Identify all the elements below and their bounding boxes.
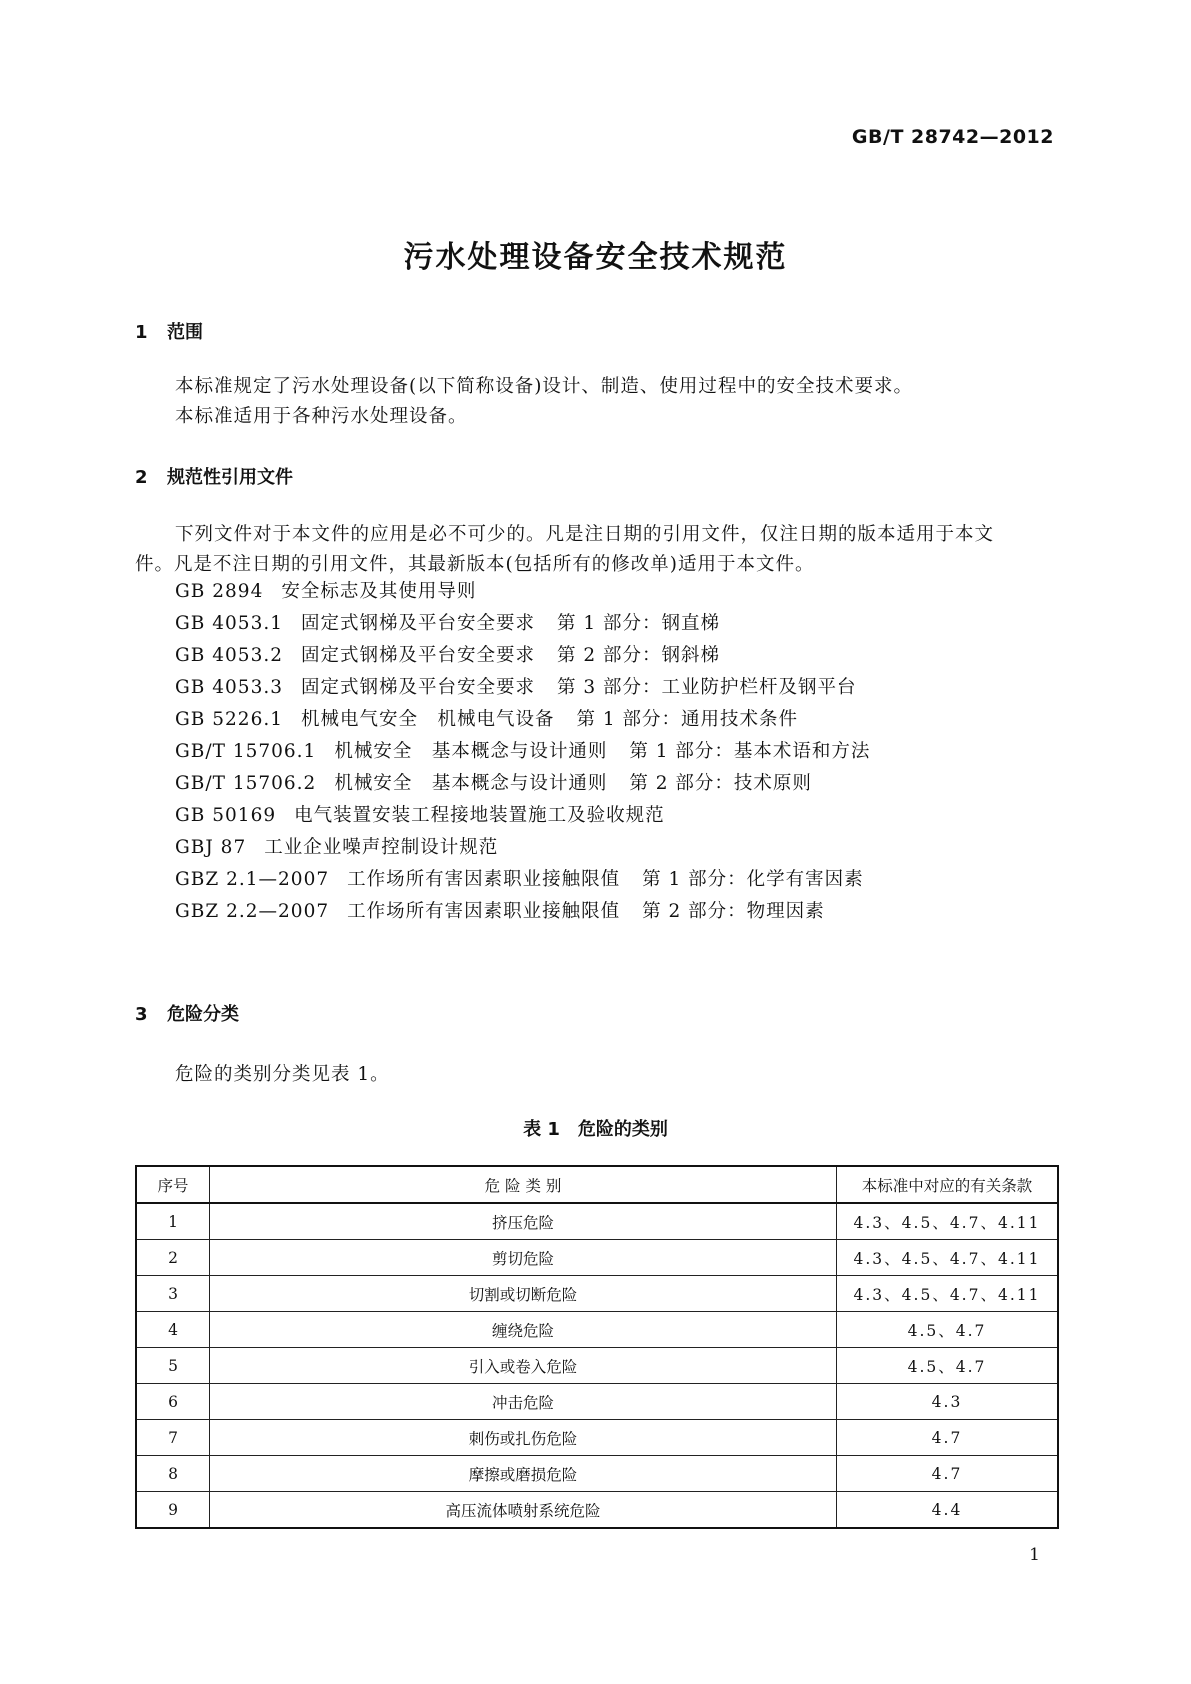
section-title: 规范性引用文件 — [167, 467, 293, 488]
table-row — [136, 1203, 1058, 1240]
reference-title: 机械安全 基本概念与设计通则 — [334, 773, 608, 794]
table-header-row — [136, 1166, 1058, 1203]
reference-part: 第 1 部分：钢直梯 — [557, 613, 721, 634]
table-row — [136, 1312, 1058, 1348]
reference-part: 第 2 部分：技术原则 — [629, 773, 812, 794]
table-row — [136, 1420, 1058, 1456]
column-header: 危 险 类 别 — [210, 1166, 837, 1203]
reference-part: 第 2 部分：钢斜梯 — [557, 645, 721, 666]
reference-title: 固定式钢梯及平台安全要求 — [301, 677, 536, 698]
reference-title: 机械电气安全 机械电气设备 — [301, 709, 555, 730]
cell-clauses: 4.7 — [837, 1456, 1059, 1492]
reference-title: 电气装置安装工程接地装置施工及验收规范 — [294, 805, 665, 826]
reference-part: 第 2 部分：物理因素 — [642, 901, 825, 922]
reference-item — [175, 832, 870, 864]
paragraph: 本标准适用于各种污水处理设备。 — [175, 406, 468, 427]
column-header: 序号 — [136, 1166, 210, 1203]
cell-hazard: 剪切危险 — [210, 1240, 837, 1276]
reference-title: 安全标志及其使用导则 — [281, 581, 477, 602]
reference-item — [175, 800, 870, 832]
cell-hazard: 挤压危险 — [210, 1203, 837, 1240]
paragraph: 下列文件对于本文件的应用是必不可少的。凡是注日期的引用文件，仅注日期的版本适用于本文 — [175, 524, 995, 545]
reference-item — [175, 576, 870, 608]
cell-index: 6 — [136, 1384, 210, 1420]
reference-part: 第 1 部分：基本术语和方法 — [629, 741, 871, 762]
reference-item — [175, 896, 870, 928]
table-row — [136, 1240, 1058, 1276]
cell-clauses: 4.3、4.5、4.7、4.11 — [837, 1276, 1059, 1312]
reference-part: 第 3 部分：工业防护栏杆及钢平台 — [557, 677, 857, 698]
paragraph: 件。凡是不注日期的引用文件，其最新版本(包括所有的修改单)适用于本文件。 — [135, 554, 815, 575]
table-row — [136, 1456, 1058, 1492]
reference-code: GB 2894 — [175, 581, 264, 602]
paragraph: 危险的类别分类见表 1。 — [175, 1064, 390, 1085]
cell-clauses: 4.3 — [837, 1384, 1059, 1420]
section-title: 范围 — [167, 322, 203, 343]
reference-title: 工业企业噪声控制设计规范 — [264, 837, 499, 858]
reference-title: 固定式钢梯及平台安全要求 — [301, 613, 536, 634]
standard-code: GB/T 28742—2012 — [851, 126, 1054, 148]
table-row — [136, 1492, 1058, 1529]
reference-item — [175, 864, 870, 896]
cell-hazard: 缠绕危险 — [210, 1312, 837, 1348]
page-number: 1 — [1029, 1545, 1040, 1565]
cell-index: 7 — [136, 1420, 210, 1456]
cell-clauses: 4.4 — [837, 1492, 1059, 1529]
cell-hazard: 切割或切断危险 — [210, 1276, 837, 1312]
cell-index: 4 — [136, 1312, 210, 1348]
reference-item — [175, 768, 870, 800]
cell-index: 1 — [136, 1203, 210, 1240]
cell-hazard: 冲击危险 — [210, 1384, 837, 1420]
reference-code: GB 4053.3 — [175, 677, 283, 698]
reference-code: GB/T 15706.1 — [175, 741, 317, 762]
cell-index: 8 — [136, 1456, 210, 1492]
section-2-heading — [135, 463, 293, 489]
reference-list — [175, 576, 870, 928]
section-number: 1 — [135, 322, 148, 343]
cell-clauses: 4.3、4.5、4.7、4.11 — [837, 1203, 1059, 1240]
reference-title: 工作场所有害因素职业接触限值 — [347, 869, 621, 890]
reference-code: GB 5226.1 — [175, 709, 283, 730]
cell-index: 2 — [136, 1240, 210, 1276]
hazard-table — [135, 1165, 1059, 1529]
reference-title: 固定式钢梯及平台安全要求 — [301, 645, 536, 666]
cell-hazard: 引入或卷入危险 — [210, 1348, 837, 1384]
table-row — [136, 1348, 1058, 1384]
reference-item — [175, 640, 870, 672]
table-row — [136, 1384, 1058, 1420]
cell-index: 5 — [136, 1348, 210, 1384]
section-number: 2 — [135, 467, 148, 488]
cell-hazard: 摩擦或磨损危险 — [210, 1456, 837, 1492]
cell-clauses: 4.7 — [837, 1420, 1059, 1456]
column-header: 本标准中对应的有关条款 — [837, 1166, 1059, 1203]
cell-clauses: 4.3、4.5、4.7、4.11 — [837, 1240, 1059, 1276]
section-3-heading — [135, 1000, 239, 1026]
reference-item — [175, 736, 870, 768]
reference-title: 工作场所有害因素职业接触限值 — [347, 901, 621, 922]
paragraph: 本标准规定了污水处理设备(以下简称设备)设计、制造、使用过程中的安全技术要求。 — [175, 376, 913, 397]
reference-code: GB 4053.2 — [175, 645, 283, 666]
reference-code: GB 50169 — [175, 805, 277, 826]
reference-item — [175, 608, 870, 640]
reference-item — [175, 672, 870, 704]
reference-part: 第 1 部分：化学有害因素 — [642, 869, 864, 890]
reference-title: 机械安全 基本概念与设计通则 — [334, 741, 608, 762]
table-row — [136, 1276, 1058, 1312]
reference-code: GBJ 87 — [175, 837, 247, 858]
section-number: 3 — [135, 1004, 148, 1025]
cell-hazard: 刺伤或扎伤危险 — [210, 1420, 837, 1456]
reference-code: GBZ 2.2—2007 — [175, 901, 330, 922]
cell-hazard: 高压流体喷射系统危险 — [210, 1492, 837, 1529]
cell-clauses: 4.5、4.7 — [837, 1348, 1059, 1384]
reference-code: GBZ 2.1—2007 — [175, 869, 330, 890]
document-title: 污水处理设备安全技术规范 — [403, 240, 788, 275]
cell-index: 3 — [136, 1276, 210, 1312]
reference-item — [175, 704, 870, 736]
section-title: 危险分类 — [167, 1004, 239, 1025]
reference-code: GB/T 15706.2 — [175, 773, 317, 794]
section-1-heading — [135, 318, 203, 344]
cell-clauses: 4.5、4.7 — [837, 1312, 1059, 1348]
reference-code: GB 4053.1 — [175, 613, 283, 634]
reference-part: 第 1 部分：通用技术条件 — [576, 709, 799, 730]
table-caption: 表 1 危险的类别 — [523, 1119, 668, 1140]
cell-index: 9 — [136, 1492, 210, 1529]
